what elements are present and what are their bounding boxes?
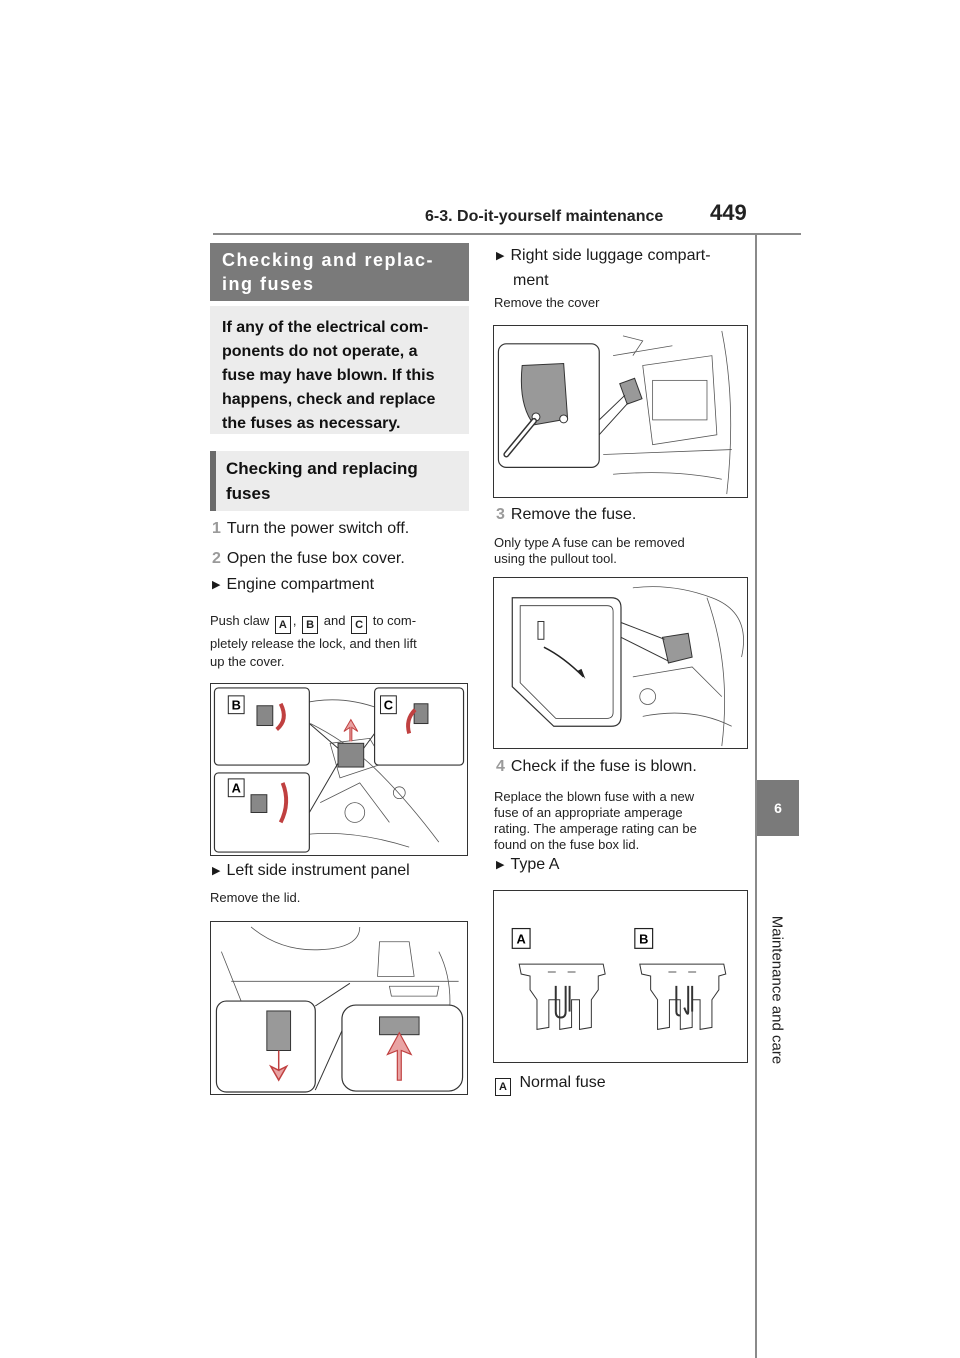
intro-line: the fuses as necessary. [222,415,401,432]
step-text: Turn the power switch off. [226,520,410,537]
note-text: , [292,613,297,628]
callout-a-label: A [231,780,241,796]
bullet-type-a [496,853,559,878]
triangle-bullet-icon: ▶ [496,250,505,262]
fuse-legend [493,1074,606,1096]
header-rule [213,233,801,235]
fuse-callout-a: A [516,931,526,947]
chapter-number-tab: 6 [757,780,799,836]
legend-text: Normal fuse [519,1074,606,1091]
callout-b-label: B [231,697,241,713]
engine-compartment-illustration [211,684,467,855]
engine-compartment-note [210,613,470,670]
subheading-box [210,451,469,511]
fuse-callout-b: B [639,931,649,947]
subheading-line: Checking and replacing [226,459,418,478]
step-text: Remove the fuse. [510,506,637,523]
normal-fuse-shape [519,964,605,1029]
remove-fuse-figure [493,577,748,749]
note-line: Only type A fuse can be removed [494,535,685,550]
blown-fuse-shape [640,964,726,1029]
callout-c-label: C [383,697,394,713]
bullet-right-luggage [496,244,756,293]
triangle-bullet-icon: ▶ [212,579,221,591]
step-number: 4 [496,758,505,775]
type-a-fuse-figure [493,890,748,1063]
chapter-title: Maintenance and care [768,915,786,1065]
intro-box [210,306,469,434]
instrument-panel-illustration [211,922,467,1094]
note-line: fuse of an appropriate amperage [494,805,683,820]
note-line: rating. The amperage rating can be [494,821,697,836]
note-line: up the cover. [210,654,285,669]
bullet-text-continued: ment [513,272,549,289]
legend-badge-a: A [495,1078,511,1096]
note-line: Replace the blown fuse with a new [494,789,695,804]
intro-line: If any of the electrical com- [222,319,429,336]
engine-compartment-figure [210,683,468,856]
step-text: Check if the fuse is blown. [510,758,697,775]
triangle-bullet-icon: ▶ [212,865,221,877]
fuse-box-illustration [494,578,747,748]
callout-badge-b: B [302,616,318,634]
bullet-text: Engine compartment [226,576,375,593]
bullet-left-instrument-panel [212,859,410,884]
page-number: 449 [710,200,747,225]
step-number: 2 [212,550,221,567]
bullet-text: Type A [510,856,560,873]
type-a-fuse-illustration [494,891,747,1062]
bullet-text: Left side instrument panel [226,862,410,879]
section-title-line: ing fuses [222,274,315,294]
remove-fuse-note [494,535,685,567]
note-line: using the pullout tool. [494,551,617,566]
note-text: to com- [372,613,417,628]
callout-badge-a: A [275,616,291,634]
luggage-compartment-figure [493,325,748,498]
intro-line: fuse may have blown. If this [222,367,435,384]
left-instrument-panel-note: Remove the lid. [210,890,301,905]
section-header-title: 6-3. Do-it-yourself maintenance [425,208,664,225]
chapter-title-vertical [762,870,792,1110]
step-2 [212,549,405,569]
triangle-bullet-icon: ▶ [496,859,505,871]
section-title-line: Checking and replac- [222,250,435,270]
section-title-box [210,243,469,301]
note-line: pletely release the lock, and then lift [210,636,417,651]
note-line: found on the fuse box lid. [494,837,640,852]
instrument-panel-figure [210,921,468,1095]
right-luggage-note: Remove the cover [494,295,600,310]
step-4 [496,757,697,777]
step-3 [496,505,636,525]
intro-line: happens, check and replace [222,391,436,408]
step-number: 3 [496,506,505,523]
subheading-line: fuses [226,484,271,503]
step-number: 1 [212,520,221,537]
blown-fuse-note [494,789,697,853]
note-text: and [323,613,346,628]
step-1 [212,519,409,539]
bullet-text: Right side luggage compart- [510,247,711,264]
bullet-engine-compartment [212,573,374,598]
step-text: Open the fuse box cover. [226,550,405,567]
callout-badge-c: C [351,616,367,634]
note-text: Push claw [210,613,270,628]
intro-line: ponents do not operate, a [222,343,418,360]
luggage-compartment-illustration [494,326,747,497]
